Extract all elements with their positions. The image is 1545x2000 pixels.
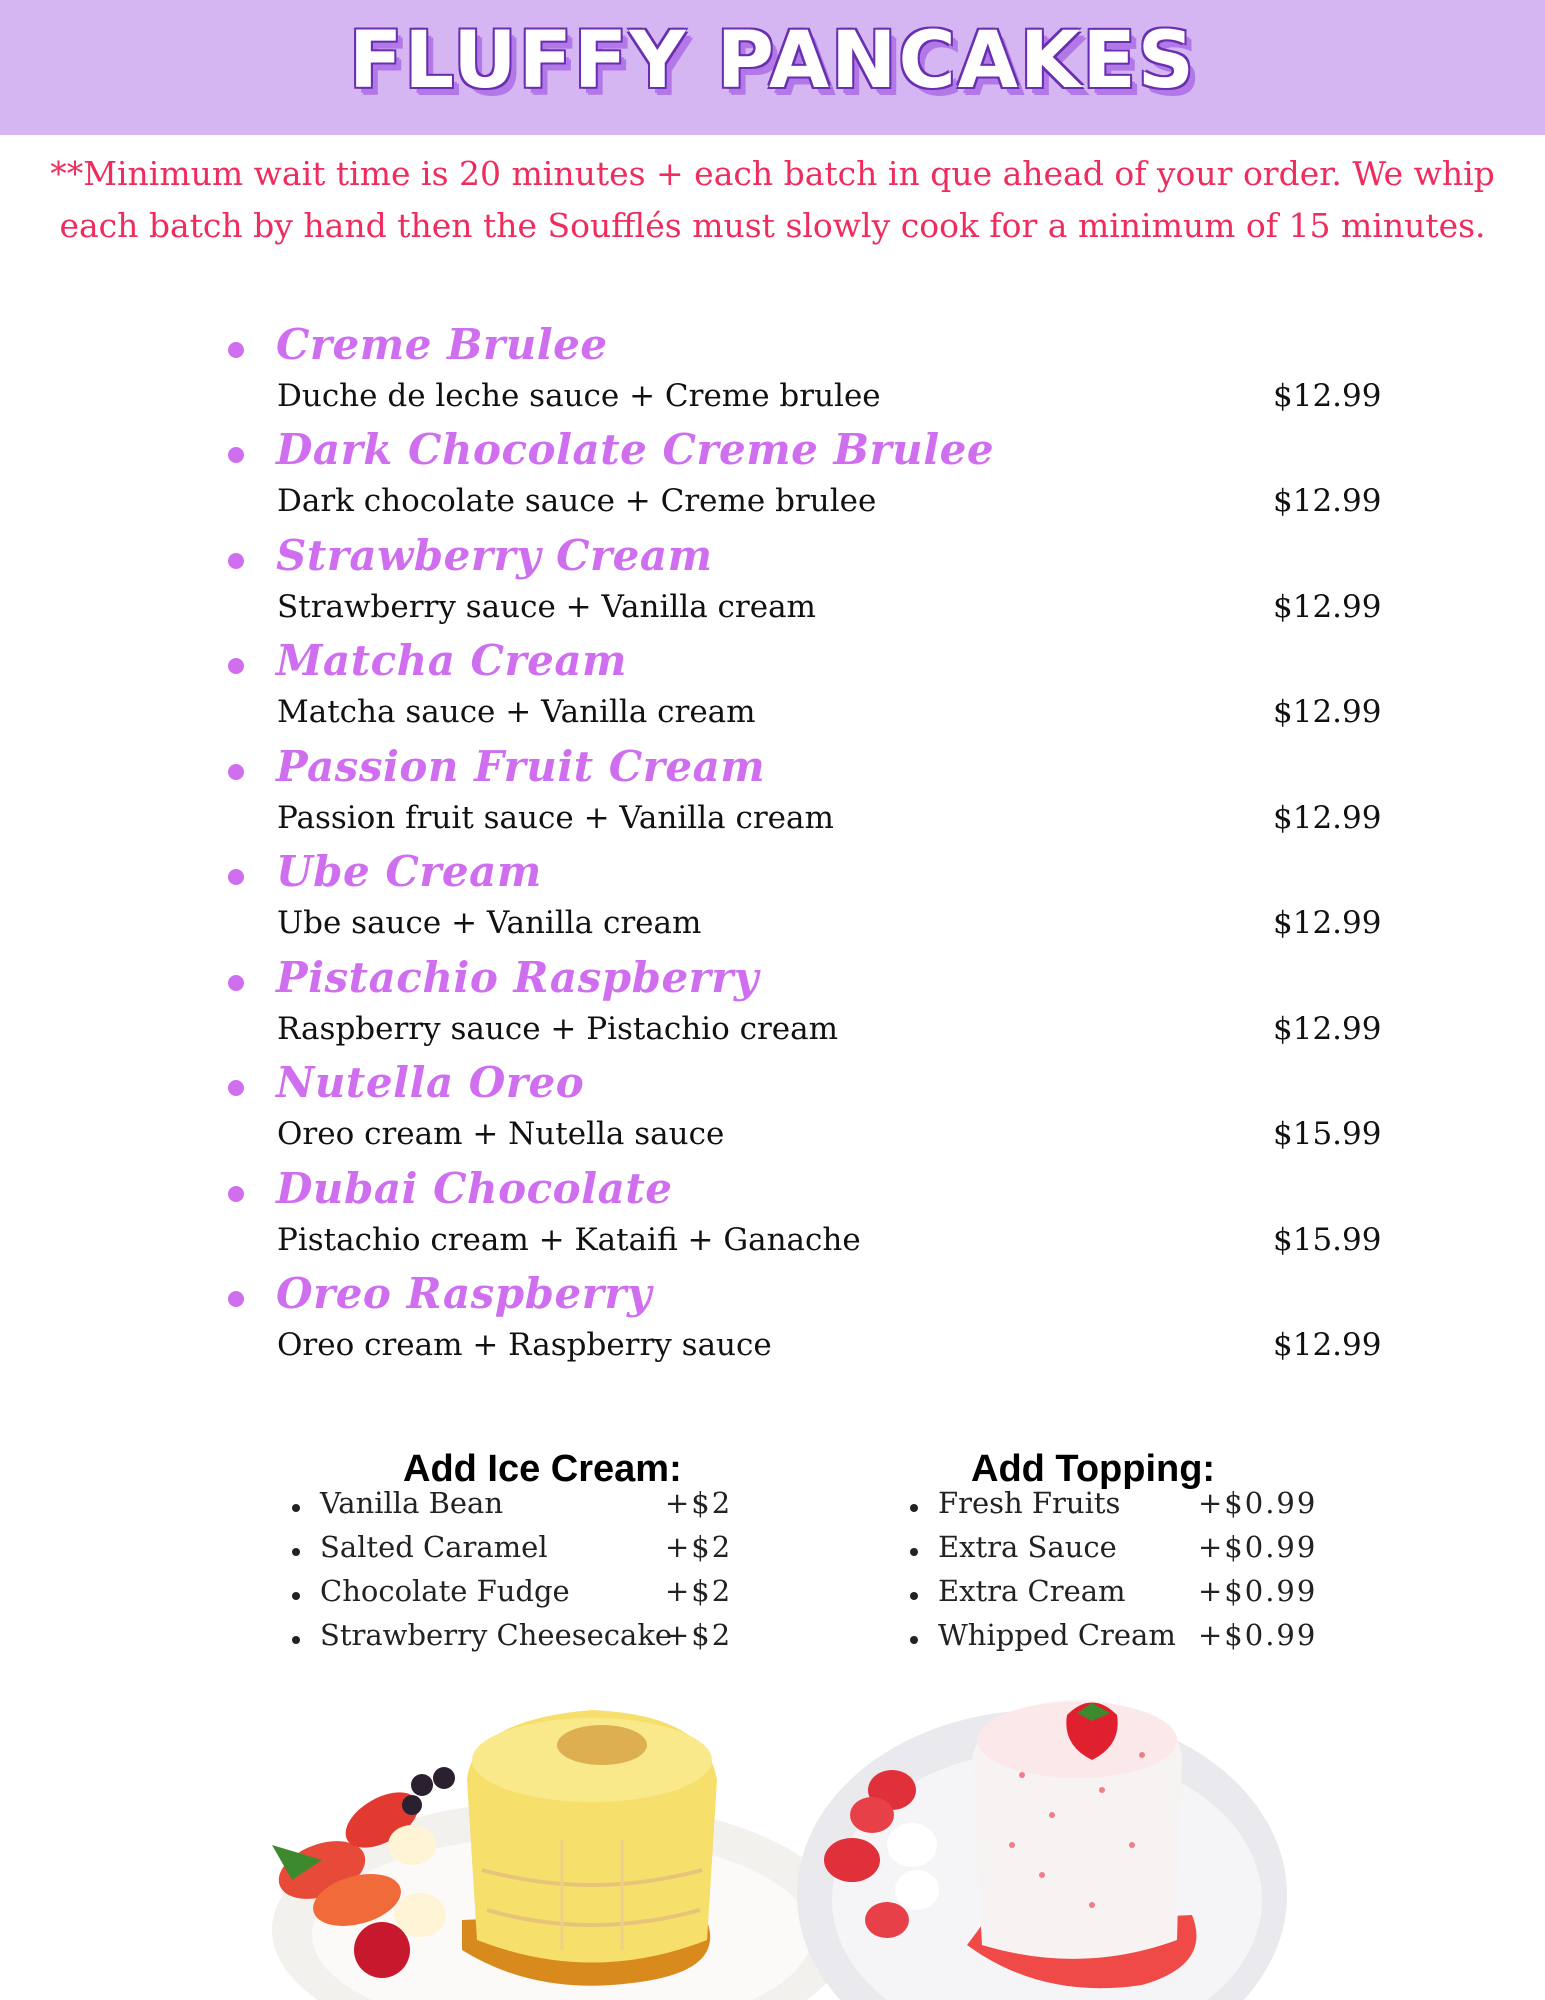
item-name: Pistachio Raspberry <box>276 953 759 1002</box>
topping-option <box>910 1486 1330 1530</box>
wait-time-notice <box>20 148 1525 252</box>
option-price: +$0.99 <box>1198 1486 1318 1520</box>
item-description: Strawberry sauce + Vanilla cream <box>277 589 816 625</box>
item-description: Raspberry sauce + Pistachio cream <box>277 1011 839 1047</box>
menu-item <box>0 1269 1545 1374</box>
header-banner <box>0 0 1545 135</box>
item-description: Matcha sauce + Vanilla cream <box>277 694 756 730</box>
option-price: +$2 <box>665 1618 733 1652</box>
option-price: +$0.99 <box>1198 1574 1318 1608</box>
item-price: $12.99 <box>1273 483 1382 519</box>
ice-cream-list <box>292 1486 762 1662</box>
topping-heading: Add Topping: <box>971 1448 1216 1490</box>
bullet-icon <box>292 1504 300 1512</box>
bullet-icon <box>910 1636 918 1644</box>
item-description: Passion fruit sauce + Vanilla cream <box>277 800 834 836</box>
item-price: $12.99 <box>1273 694 1382 730</box>
item-price: $15.99 <box>1273 1116 1382 1152</box>
option-label: Fresh Fruits <box>938 1486 1121 1520</box>
item-name: Nutella Oreo <box>276 1058 585 1107</box>
menu-item <box>0 953 1545 1058</box>
bullet-icon <box>228 975 244 991</box>
option-label: Salted Caramel <box>320 1530 548 1564</box>
topping-option <box>910 1574 1330 1618</box>
notice-line-1: **Minimum wait time is 20 minutes + each batch in que ahead of your order. We whip <box>50 154 1495 193</box>
item-price: $12.99 <box>1273 800 1382 836</box>
item-description: Pistachio cream + Kataifi + Ganache <box>277 1222 861 1258</box>
item-name: Dubai Chocolate <box>276 1164 673 1213</box>
bullet-icon <box>292 1592 300 1600</box>
bullet-icon <box>228 447 244 463</box>
item-description: Duche de leche sauce + Creme brulee <box>277 378 881 414</box>
menu-item <box>0 425 1545 530</box>
option-price: +$0.99 <box>1198 1618 1318 1652</box>
item-name: Dark Chocolate Creme Brulee <box>276 425 995 474</box>
option-price: +$2 <box>665 1574 733 1608</box>
option-label: Chocolate Fudge <box>320 1574 570 1608</box>
ice-cream-option <box>292 1486 762 1530</box>
ice-cream-option <box>292 1574 762 1618</box>
bullet-icon <box>228 869 244 885</box>
bullet-icon <box>910 1548 918 1556</box>
option-label: Extra Cream <box>938 1574 1126 1608</box>
ice-cream-heading: Add Ice Cream: <box>403 1448 682 1490</box>
menu-item <box>0 320 1545 425</box>
option-price: +$2 <box>665 1530 733 1564</box>
topping-option <box>910 1618 1330 1662</box>
strawberry-cream-pancake-photo <box>792 1695 1292 2000</box>
item-name: Strawberry Cream <box>276 531 713 580</box>
menu-item <box>0 1058 1545 1163</box>
item-name: Matcha Cream <box>276 636 627 685</box>
option-label: Strawberry Cheesecake <box>320 1618 673 1652</box>
item-description: Oreo cream + Nutella sauce <box>277 1116 725 1152</box>
bullet-icon <box>228 1291 244 1307</box>
item-description: Ube sauce + Vanilla cream <box>277 905 702 941</box>
creme-brulee-pancake-photo <box>262 1700 832 2000</box>
item-name: Oreo Raspberry <box>276 1269 652 1318</box>
item-name: Creme Brulee <box>276 320 608 369</box>
menu-item <box>0 742 1545 847</box>
bullet-icon <box>228 1080 244 1096</box>
bullet-icon <box>292 1548 300 1556</box>
topping-option <box>910 1530 1330 1574</box>
page-title: FLUFFY PANCAKES <box>349 16 1196 106</box>
item-price: $15.99 <box>1273 1222 1382 1258</box>
item-price: $12.99 <box>1273 905 1382 941</box>
bullet-icon <box>910 1504 918 1512</box>
item-price: $12.99 <box>1273 589 1382 625</box>
option-price: +$0.99 <box>1198 1530 1318 1564</box>
notice-line-2: each batch by hand then the Soufflés must slowly cook for a minimum of 15 minutes. <box>59 206 1486 245</box>
option-price: +$2 <box>665 1486 733 1520</box>
bullet-icon <box>910 1592 918 1600</box>
bullet-icon <box>292 1636 300 1644</box>
bullet-icon <box>228 658 244 674</box>
item-description: Oreo cream + Raspberry sauce <box>277 1327 772 1363</box>
item-price: $12.99 <box>1273 378 1382 414</box>
topping-list <box>910 1486 1330 1662</box>
bullet-icon <box>228 764 244 780</box>
menu-item <box>0 636 1545 741</box>
item-description: Dark chocolate sauce + Creme brulee <box>277 483 877 519</box>
option-label: Extra Sauce <box>938 1530 1117 1564</box>
bullet-icon <box>228 342 244 358</box>
option-label: Vanilla Bean <box>320 1486 504 1520</box>
item-price: $12.99 <box>1273 1011 1382 1047</box>
item-name: Passion Fruit Cream <box>276 742 766 791</box>
menu-item <box>0 1164 1545 1269</box>
bullet-icon <box>228 553 244 569</box>
menu-item <box>0 531 1545 636</box>
menu-item <box>0 847 1545 952</box>
bullet-icon <box>228 1186 244 1202</box>
item-name: Ube Cream <box>276 847 542 896</box>
option-label: Whipped Cream <box>938 1618 1176 1652</box>
item-price: $12.99 <box>1273 1327 1382 1363</box>
ice-cream-option <box>292 1618 762 1662</box>
ice-cream-option <box>292 1530 762 1574</box>
